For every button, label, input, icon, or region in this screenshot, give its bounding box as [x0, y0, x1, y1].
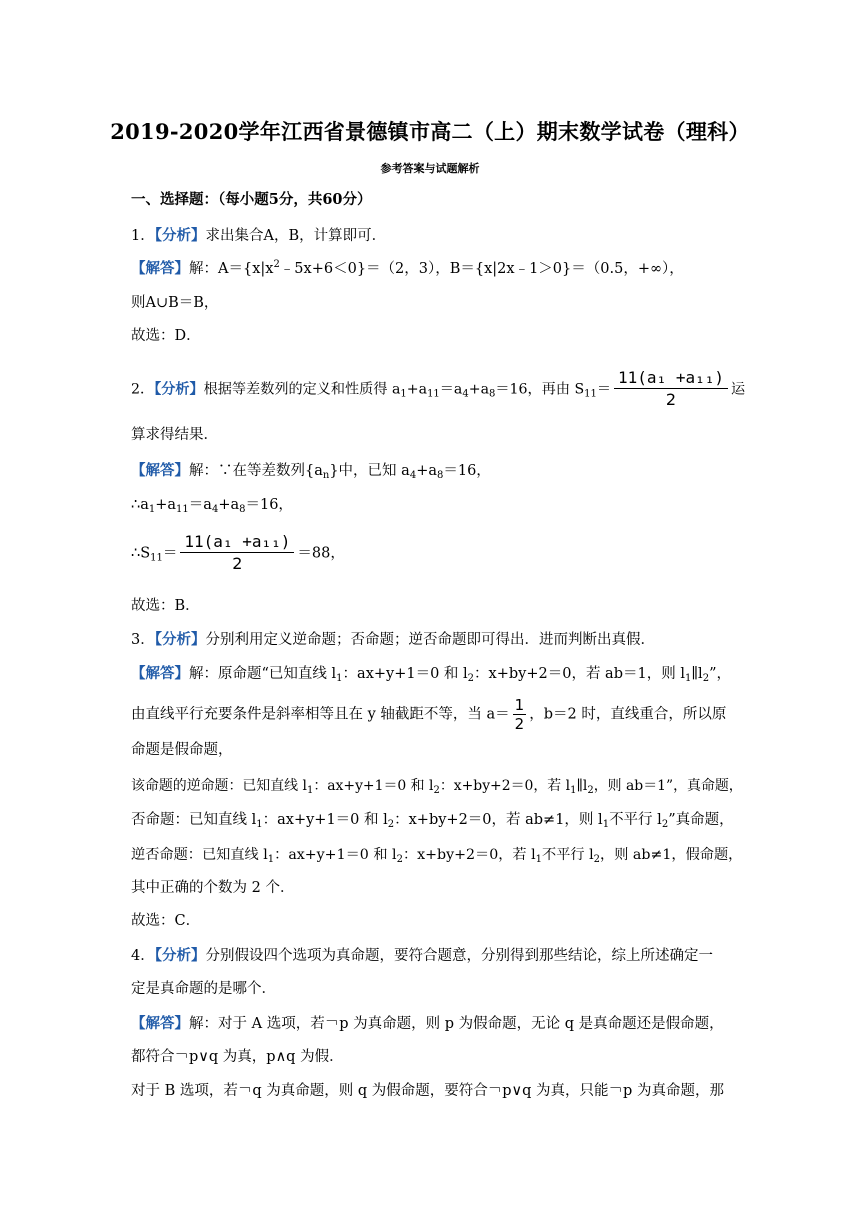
q2-answer-line-2: $\therefore a_1+a_{11}=a_4+a_8=16$，: [131, 497, 293, 515]
q3-choice: 故选：C．: [131, 913, 201, 929]
q3-answer-line-7: 其中正确的个数为 2 个．: [131, 880, 295, 896]
fraction: $\frac{\text{11(a₁ +a₁₁)}}{2}$: [180, 532, 294, 575]
answer-label: 【解答】: [131, 260, 189, 277]
q1-analysis-line: 1．【分析】求出集合A，B，计算即可．: [131, 227, 387, 244]
q1-answer-line-2: 则A∪B＝B，: [131, 295, 219, 311]
q2-analysis-line: 2．【分析】根据等差数列的定义和性质得 $a_1+a_{11}=a_4+a_8=16$，再由 $S_{11}=$ $\frac{\text{11(a₁ +a₁₁)}}{2}$ 运: [131, 368, 746, 409]
q3-answer-line-6: 逆否命题：已知直线 $l_1$：ax+y+1＝0 和 $l_2$：x+by+2＝0，若 $l_1$不平行 $l_2$，则 ab≠1，假命题，: [131, 847, 743, 865]
fraction: $\frac{\text{11(a₁ +a₁₁)}}{2}$: [614, 368, 728, 411]
q2-choice: 故选：B．: [131, 598, 200, 614]
q4-answer-line-3: 对于 B 选项，若￢q 为真命题，则 q 为假命题，要符合￢p∨q 为真，只能￢p 为真命题，那: [131, 1083, 724, 1099]
analysis-label: 【分析】: [154, 631, 206, 648]
analysis-label: 【分析】: [154, 227, 206, 244]
page-subtitle: 参考答案与试题解析: [380, 162, 480, 175]
q2-analysis-cont: 算求得结果．: [131, 427, 218, 443]
q3-answer-line-2: 由直线平行充要条件是斜率相等且在 y 轴截距不等，当 a＝ $\frac{1}{2}$ ，b＝2 时，直线重合，所以原: [131, 696, 727, 733]
section-heading: 一、选择题：（每小题5分，共60分）: [131, 191, 372, 208]
q4-answer-line-2: 都符合￢p∨q 为真，p∧q 为假．: [131, 1049, 344, 1065]
q2-answer-line-3: $\therefore S_{11}=$ $\frac{\text{11(a₁ +a₁₁)}}{2}$ ＝88，: [131, 532, 345, 573]
page-title: 2019-2020学年江西省景德镇市高二（上）期末数学试卷（理科）: [110, 119, 750, 144]
q3-answer-line: 【解答】解：原命题“已知直线 $l_1$：ax+y+1＝0 和 $l_2$：x+by+2＝0，若 ab＝1，则 $l_1\parallel l_2$”，: [131, 665, 731, 684]
q2-answer-line: 【解答】解：∵在等差数列$\{a_n\}$中，已知 $a_4+a_8=16$，: [131, 462, 491, 481]
q4-analysis-line: 4．【分析】分别假设四个选项为真命题，要符合题意，分别得到那些结论，综上所述确定一: [131, 947, 713, 964]
q1-answer-line: 【解答】解：$A=\{x|x^2﹣5x+6<0\}=(2$，3），B＝{x|2x﹣1＞0}＝（0.5，+∞），: [131, 259, 684, 277]
q3-analysis-line: 3．【分析】分别利用定义逆命题；否命题；逆否命题即可得出．进而判断出真假．: [131, 631, 655, 648]
analysis-label: 【分析】: [154, 381, 204, 398]
q3-answer-line-5: 否命题：已知直线 $l_1$：ax+y+1＝0 和 $l_2$：x+by+2＝0，若 ab≠1，则 $l_1$不平行 $l_2$”真命题，: [131, 812, 734, 830]
analysis-label: 【分析】: [154, 947, 206, 964]
answer-label: 【解答】: [131, 462, 189, 479]
q4-answer-line: 【解答】解：对于 A 选项，若￢p 为真命题，则 p 为假命题，无论 q 是真命题还是假命题，: [131, 1015, 724, 1032]
q3-answer-line-3: 命题是假命题，: [131, 742, 233, 758]
answer-label: 【解答】: [131, 665, 189, 682]
fraction-one-half: $\frac{1}{2}$: [514, 696, 525, 733]
q4-analysis-cont: 定是真命题的是哪个．: [131, 981, 276, 997]
q1-choice: 故选：D．: [131, 328, 201, 344]
answer-label: 【解答】: [131, 1015, 189, 1032]
q3-answer-line-4: 该命题的逆命题：已知直线 $l_1$：ax+y+1＝0 和 $l_2$：x+by+2＝0，若 $l_1\parallel l_2$，则 ab＝1”，真命题，: [131, 778, 743, 796]
